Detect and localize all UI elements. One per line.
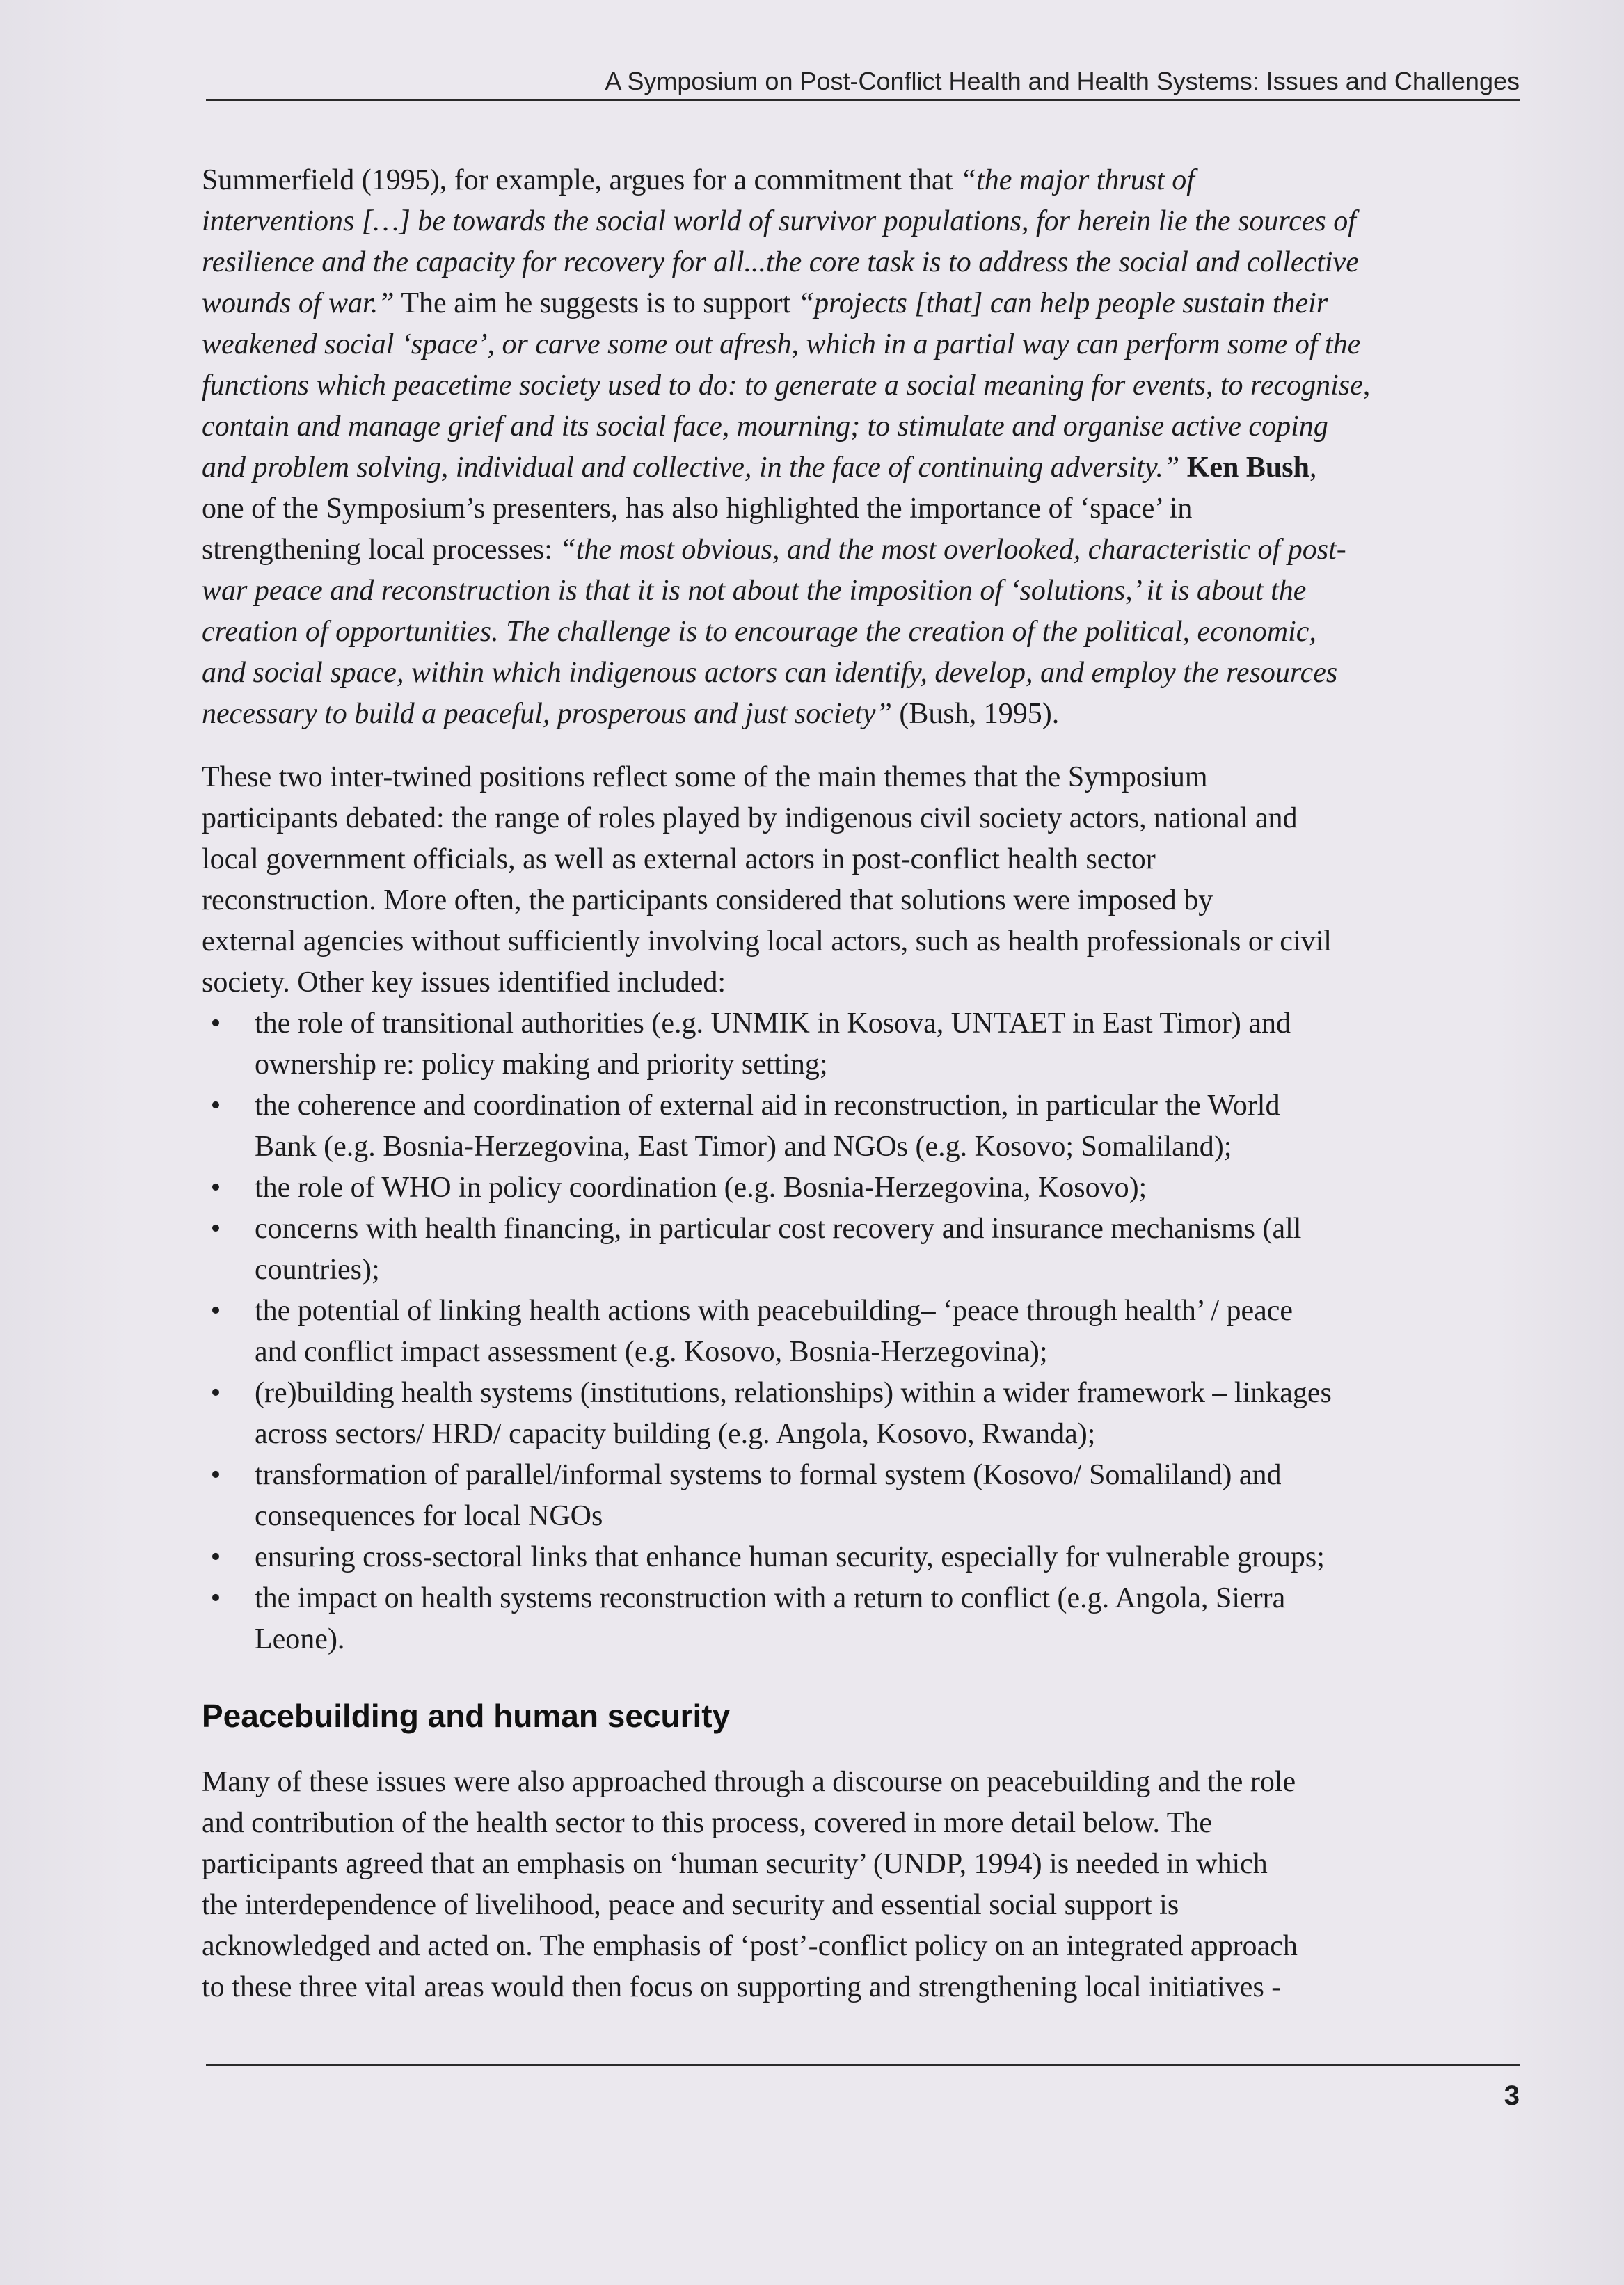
issues-list [202,1003,1524,1660]
list-item-text: the potential of linking health actions with peacebuilding– ‘peace through health’ / peace and conflict impact assessment (e.g. Kosovo, Bosnia-Herzegovina); [255,1295,1293,1368]
footer-rule [206,2064,1520,2066]
list-item [202,1537,1524,1578]
section-paragraph: Many of these issues were also approached through a discourse on peacebuilding and the role and contribution of the health sector to this process, covered in more detail below. The participants agreed that an emphasis on ‘human security’ (UNDP, 1994) is needed in which the interdependence of livelihood, peace and security and essential social support is acknowledged and acted on. The emphasis of ‘post’-conflict policy on an integrated approach to these three vital areas would then focus on supporting and strengthening local initiatives - [202,1766,1298,2003]
bullet-icon: • [210,1090,221,1122]
summerfield-quote-1: “the major thrust of interventions […] be towards the social world of survivor populations, for herein lie the sources of resilience and the capacity for recovery for all...the core task is to address the social and collective wounds of war.” [202,164,1359,319]
list-item-text: concerns with health financing, in particular cost recovery and insurance mechanisms (all countries); [255,1213,1302,1286]
section-heading: Peacebuilding and human security [202,1698,731,1734]
list-item [202,1455,1524,1537]
bullet-icon: • [210,1377,221,1409]
bullet-icon: • [210,1541,221,1573]
list-item [202,1168,1524,1209]
intro-paragraph [202,160,1524,735]
bullet-icon: • [210,1459,221,1491]
list-item [202,1209,1524,1291]
paragraph-spacer [202,735,1524,757]
list-item-text: ensuring cross-sectoral links that enhance human security, especially for vulnerable groups; [255,1541,1325,1573]
list-item [202,1003,1524,1085]
list-item [202,1291,1524,1373]
list-item-text: the role of transitional authorities (e.g. UNMIK in Kosova, UNTAET in East Timor) and ownership re: policy making and priority setting; [255,1008,1291,1081]
themes-paragraph: These two inter-twined positions reflect some of the main themes that the Symposium participants debated: the range of roles played by indigenous civil society actors, national and local government officials, as well as external actors in post-conflict health sector reconstruction. More often, the participants considered that solutions were imposed by external agencies without sufficiently involving local actors, such as health professionals or civil society. Other key issues identified included: [202,761,1332,998]
list-item-text: the role of WHO in policy coordination (e.g. Bosnia-Herzegovina, Kosovo); [255,1172,1147,1204]
page-body [202,160,1524,2008]
list-item [202,1373,1524,1455]
list-item-text: the coherence and coordination of external aid in reconstruction, in particular the World Bank (e.g. Bosnia-Herzegovina, East Timor) and NGOs (e.g. Kosovo; Somaliland); [255,1090,1280,1163]
presenter-name: Ken Bush [1179,452,1309,484]
intro-text-2: The aim he suggests is to support [394,287,798,319]
list-item-text: (re)building health systems (institutions, relationships) within a wider framework – linkages across sectors/ HRD/ capacity building (e.g. Angola, Kosovo, Rwanda); [255,1377,1332,1450]
running-header: A Symposium on Post-Conflict Health and Health Systems: Issues and Challenges [605,67,1520,95]
list-item [202,1085,1524,1168]
bush-quote: “the most obvious, and the most overlooked, characteristic of post- war peace and reconstruction is that it is not about the imposition of ‘solutions,’ it is about the creation of opportunities. The challenge is to encourage the creation of the political, economic, and social space, within which indigenous actors can identify, develop, and employ the resources necessary to build a peaceful, prosperous and just society” [202,534,1346,730]
bullet-icon: • [210,1213,221,1245]
intro-text-1: Summerfield (1995), for example, argues for a commitment that [202,164,960,196]
list-item-text: transformation of parallel/informal systems to formal system (Kosovo/ Somaliland) and consequences for local NGOs [255,1459,1282,1532]
bullet-icon: • [210,1008,221,1040]
list-item-text: the impact on health systems reconstruction with a return to conflict (e.g. Angola, Sierra Leone). [255,1582,1286,1655]
header-rule [206,99,1520,101]
bullet-icon: • [210,1295,221,1327]
bullet-icon: • [210,1172,221,1204]
intro-citation: (Bush, 1995). [891,698,1060,730]
summerfield-quote-2: “projects [that] can help people sustain their weakened social ‘space’, or carve some out afresh, which in a partial way can perform some of the functions which peacetime society used to do: to generate a social meaning for events, to recognise, contain and manage grief and its social face, mourning; to stimulate and organise active coping and problem solving, individual and collective, in the face of continuing adversity.” [202,287,1371,484]
page-number: 3 [1504,2080,1520,2111]
intro-text-3: , one of the Symposium’s presenters, has also highlighted the importance of ‘space’ in strengthening local processes: [202,452,1317,566]
bullet-icon: • [210,1582,221,1614]
list-item [202,1578,1524,1660]
